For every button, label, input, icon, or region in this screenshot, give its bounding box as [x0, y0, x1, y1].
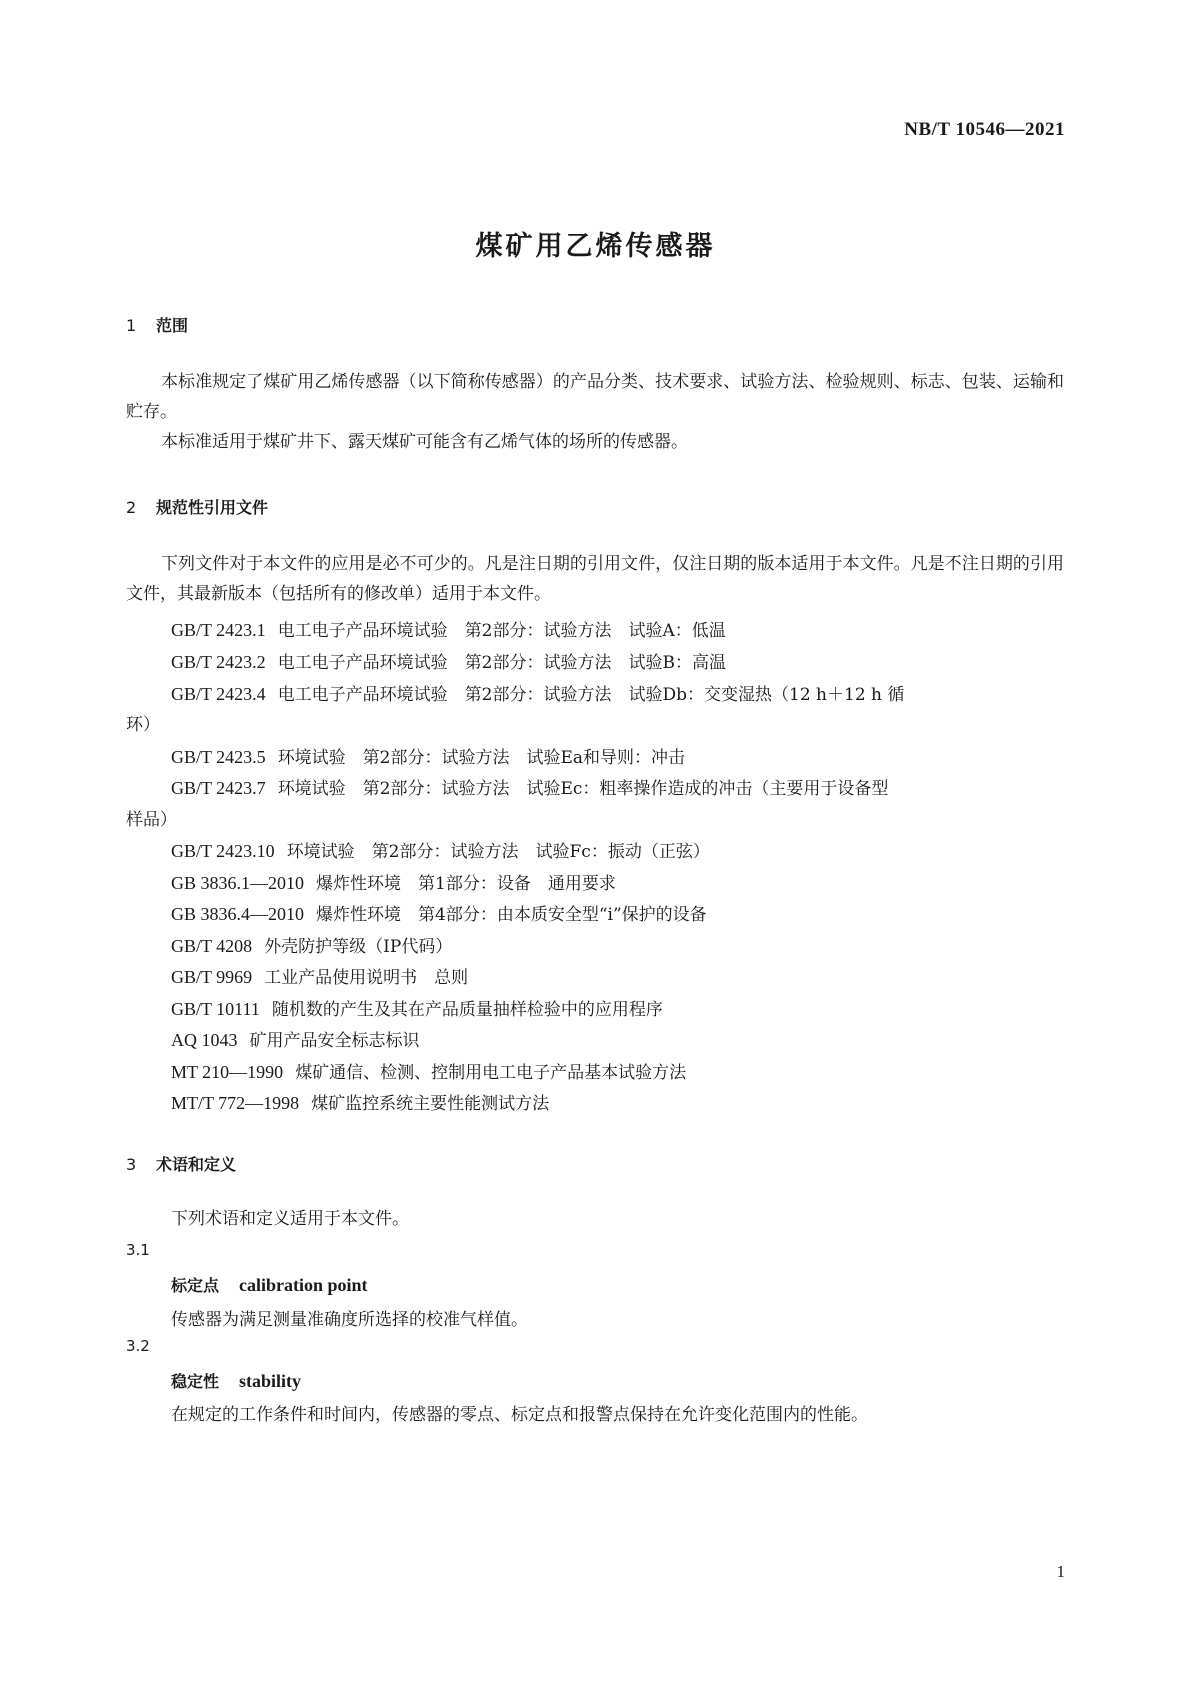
reference-item: [171, 963, 468, 988]
reference-item: [171, 900, 707, 925]
section-2-heading: [126, 495, 268, 518]
section-number: 1: [126, 316, 137, 335]
term-definition: 传感器为满足测量准确度所选择的校准气样值。: [171, 1310, 528, 1330]
reference-title: 煤矿监控系统主要性能测试方法: [311, 1094, 550, 1114]
clause-number: 3.2: [126, 1337, 150, 1355]
clause-number: 3.1: [126, 1241, 150, 1259]
reference-title: 工业产品使用说明书 总则: [264, 968, 469, 988]
term-entry: [171, 1273, 368, 1296]
section-title: 规范性引用文件: [156, 498, 269, 517]
reference-code: MT/T 772—1998: [171, 1093, 300, 1113]
reference-title: 煤矿通信、检测、控制用电工电子产品基本试验方法: [295, 1063, 687, 1083]
reference-item: [171, 648, 726, 673]
reference-item: [171, 774, 888, 799]
reference-title: 爆炸性环境 第1部分：设备 通用要求: [316, 874, 616, 894]
term-definition: 在规定的工作条件和时间内，传感器的零点、标定点和报警点保持在允许变化范围内的性能。: [171, 1405, 868, 1425]
scope-paragraph-2: 本标准适用于煤矿井下、露天煤矿可能含有乙烯气体的场所的传感器。: [161, 432, 688, 452]
reference-code: GB/T 2423.7: [171, 778, 266, 798]
section-number: 2: [126, 498, 137, 517]
reference-title: 电工电子产品环境试验 第2部分：试验方法 试验Db：交变湿热（12 h＋12 h 循: [277, 685, 905, 705]
reference-item: [171, 1026, 420, 1051]
reference-item: [171, 995, 663, 1020]
reference-item: [171, 616, 726, 641]
reference-item: [171, 837, 710, 862]
reference-title: 环境试验 第2部分：试验方法 试验Fc：振动（正弦）: [286, 842, 710, 862]
reference-code: AQ 1043: [171, 1030, 238, 1050]
section-1-heading: [126, 313, 188, 336]
reference-item: [171, 1089, 549, 1114]
term-chinese: 稳定性: [171, 1372, 220, 1391]
term-english: calibration point: [239, 1275, 368, 1295]
term-entry: [171, 1369, 301, 1392]
document-title: 煤矿用乙烯传感器: [475, 231, 716, 262]
section-title: 术语和定义: [156, 1155, 237, 1174]
reference-item: [171, 743, 685, 768]
reference-continuation: 样品）: [126, 810, 177, 830]
reference-title: 随机数的产生及其在产品质量抽样检验中的应用程序: [271, 1000, 663, 1020]
reference-title: 矿用产品安全标志标识: [249, 1031, 420, 1051]
scope-paragraph-1: 本标准规定了煤矿用乙烯传感器（以下简称传感器）的产品分类、技术要求、试验方法、检验规则、标志、包装、运输和贮存。: [126, 372, 1064, 422]
terms-intro: 下列术语和定义适用于本文件。: [171, 1209, 409, 1229]
term-english: stability: [239, 1371, 302, 1391]
section-title: 范围: [156, 316, 189, 335]
reference-continuation: 环）: [126, 715, 160, 735]
reference-code: GB/T 2423.2: [171, 652, 266, 672]
reference-title: 爆炸性环境 第4部分：由本质安全型“i”保护的设备: [316, 905, 707, 925]
reference-code: GB/T 2423.10: [171, 841, 275, 861]
reference-title: 外壳防护等级（IP代码）: [264, 937, 453, 957]
reference-code: MT 210—1990: [171, 1062, 284, 1082]
normative-references-intro: 下列文件对于本文件的应用是必不可少的。凡是注日期的引用文件，仅注日期的版本适用于本文件。凡是不注日期的引用文件，其最新版本（包括所有的修改单）适用于本文件。: [126, 554, 1064, 604]
reference-item: [171, 932, 452, 957]
reference-title: 环境试验 第2部分：试验方法 试验Ec：粗率操作造成的冲击（主要用于设备型: [277, 779, 889, 799]
section-3-heading: [126, 1152, 236, 1175]
standard-number: NB/T 10546—2021: [904, 119, 1065, 140]
reference-title: 环境试验 第2部分：试验方法 试验Ea和导则：冲击: [277, 748, 686, 768]
reference-item: [171, 680, 904, 705]
reference-code: GB/T 2423.4: [171, 684, 266, 704]
reference-code: GB 3836.4—2010: [171, 904, 305, 924]
reference-title: 电工电子产品环境试验 第2部分：试验方法 试验B：高温: [277, 653, 726, 673]
reference-code: GB 3836.1—2010: [171, 873, 305, 893]
reference-code: GB/T 2423.5: [171, 747, 266, 767]
reference-code: GB/T 2423.1: [171, 620, 266, 640]
section-number: 3: [126, 1155, 137, 1174]
reference-code: GB/T 10111: [171, 999, 260, 1019]
reference-item: [171, 869, 616, 894]
term-chinese: 标定点: [171, 1276, 220, 1295]
reference-title: 电工电子产品环境试验 第2部分：试验方法 试验A：低温: [277, 621, 726, 641]
reference-code: GB/T 9969: [171, 967, 253, 987]
reference-item: [171, 1058, 686, 1083]
page-number: 1: [1056, 1562, 1065, 1581]
reference-code: GB/T 4208: [171, 936, 253, 956]
